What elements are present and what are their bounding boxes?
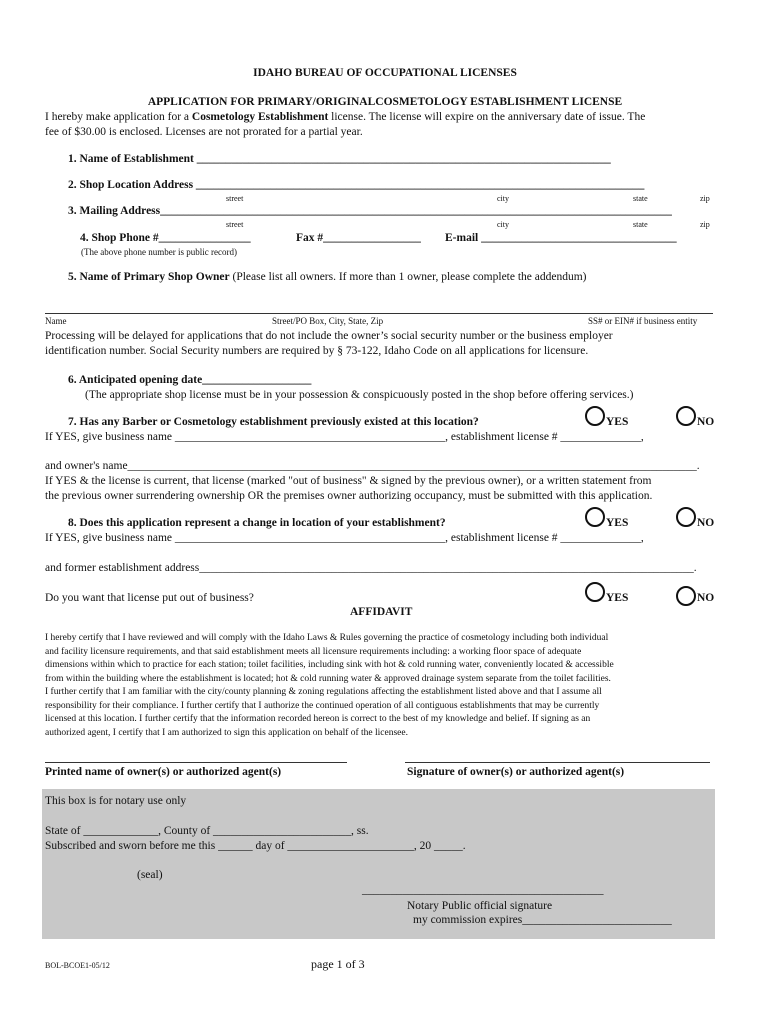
affidavit-line: authorized agent, I certify that I am authorized to sign this application on behalf of the licensee. (45, 727, 408, 738)
notary-seal: (seal) (137, 869, 163, 881)
owner-ssn-caption: SS# or EIN# if business entity (588, 316, 698, 326)
q8-yes-radio[interactable] (585, 507, 605, 527)
street-caption-2: street (226, 220, 244, 229)
notary-heading: This box is for notary use only (45, 795, 187, 807)
q8-former-address-field[interactable]: and former establishment address______________________________________________________________________________________. (45, 562, 697, 574)
shop-location-field[interactable]: 2. Shop Location Address ______________________________________________________________________________ (68, 179, 645, 191)
notary-commission-field[interactable]: my commission expires__________________________ (413, 914, 672, 926)
affidavit-line: dimensions within which to practice for each station; toilet facilities, including sink with hot & cold running water, conveniently located & accessible (45, 660, 614, 670)
q7-owner-name-field[interactable]: and owner's name___________________________________________________________________________________________________. (45, 460, 700, 472)
form-title: APPLICATION FOR PRIMARY/ORIGINALCOSMETOLOGY ESTABLISHMENT LICENSE (147, 96, 623, 108)
q7-note-1: If YES & the license is current, that license (marked "out of business" & signed by the previous owner), or a written statement from (45, 475, 652, 487)
mailing-address-field[interactable]: 3. Mailing Address_________________________________________________________________________________________ (68, 205, 672, 217)
notary-sworn-date[interactable]: Subscribed and sworn before me this ______ day of ______________________, 20 _____. (45, 840, 466, 852)
notary-signature-line[interactable]: __________________________________________ (362, 884, 604, 896)
oob-no-radio[interactable] (676, 586, 696, 606)
city-caption: city (497, 194, 509, 203)
phone-public-note: (The above phone number is public record) (81, 247, 237, 257)
affidavit-line: from within the building where the establishment is located; hot & cold running water & approved drainage system separate from the toilet facilities. (45, 673, 611, 684)
affidavit-line: licensed at this location. I further certify that the information recorded hereon is correct to the best of my knowledge and belief. If signing as an (45, 714, 591, 724)
q7-question: 7. Has any Barber or Cosmetology establishment previously existed at this location? (68, 416, 479, 428)
signature-label: Signature of owner(s) or authorized agent(s) (407, 766, 625, 778)
printed-name-line[interactable] (45, 762, 347, 763)
notary-state-county[interactable]: State of _____________, County of ________________________, ss. (45, 825, 369, 837)
printed-name-label: Printed name of owner(s) or authorized agent(s) (45, 766, 282, 778)
shop-phone-field[interactable]: 4. Shop Phone #________________ (80, 232, 251, 244)
intro-line-1: I hereby make application for a Cosmetology Establishment license. The license will expire on the anniversary date of issue. The (45, 111, 646, 123)
q8-yes-label: YES (606, 517, 629, 529)
q7-no-radio[interactable] (676, 406, 696, 426)
state-caption: state (633, 194, 648, 203)
zip-caption: zip (700, 194, 710, 203)
agency-title: IDAHO BUREAU OF OCCUPATIONAL LICENSES (253, 67, 517, 79)
license-display-note: (The appropriate shop license must be in your possession & conspicuously posted in the shop before offering services.) (85, 389, 634, 401)
email-field[interactable]: E-mail __________________________________ (445, 232, 677, 244)
oob-yes-radio[interactable] (585, 582, 605, 602)
state-caption-2: state (633, 220, 648, 229)
owner-address-caption: Street/PO Box, City, State, Zip (272, 316, 384, 326)
establishment-name-field[interactable]: 1. Name of Establishment ________________________________________________________________________ (68, 153, 611, 165)
ssn-notice-2: identification number. Social Security numbers are required by § 73-122, Idaho Code on all applications for licensure. (45, 345, 589, 357)
owner-entry-line[interactable] (45, 313, 713, 314)
affidavit-line: I further certify that I am familiar with the city/county planning & zoning regulations affecting the establishment listed above and that I assume all (45, 687, 602, 697)
affidavit-line: and facility licensure requirements, and that said establishment meets all licensure requirements including: a working floor space of adequate (45, 646, 582, 657)
q7-yes-radio[interactable] (585, 406, 605, 426)
street-caption: street (226, 194, 244, 203)
form-id: BOL-BCOE1-05/12 (45, 961, 110, 970)
city-caption-2: city (497, 220, 509, 229)
notary-signature-label: Notary Public official signature (407, 900, 553, 912)
q7-yes-label: YES (606, 416, 629, 428)
q8-no-label: NO (697, 517, 715, 529)
oob-yes-label: YES (606, 592, 629, 604)
q8-business-name-field[interactable]: If YES, give business name _______________________________________________, establishment license # ______________, (45, 532, 644, 544)
page-number: page 1 of 3 (311, 957, 365, 971)
oob-no-label: NO (697, 592, 715, 604)
primary-owner-heading: 5. Name of Primary Shop Owner (Please list all owners. If more than 1 owner, please complete the addendum) (68, 271, 587, 283)
affidavit-text (45, 632, 725, 740)
intro-line-2: fee of $30.00 is enclosed. Licenses are not prorated for a partial year. (45, 126, 363, 138)
out-of-business-question: Do you want that license put out of business? (45, 592, 254, 604)
opening-date-field[interactable]: 6. Anticipated opening date___________________ (68, 374, 312, 386)
fax-field[interactable]: Fax #_________________ (296, 232, 421, 244)
q8-question: 8. Does this application represent a change in location of your establishment? (68, 517, 446, 529)
q7-note-2: the previous owner surrendering ownership OR the premises owner authorizing occupancy, must be submitted with this application. (45, 490, 653, 502)
q8-no-radio[interactable] (676, 507, 696, 527)
affidavit-title: AFFIDAVIT (350, 606, 413, 618)
affidavit-line: responsibility for their compliance. I further certify that I authorize the continued operation of all contiguous establishments that may be currently (45, 700, 600, 711)
owner-name-caption: Name (45, 316, 67, 326)
q7-no-label: NO (697, 416, 715, 428)
q7-business-name-field[interactable]: If YES, give business name _______________________________________________, establishment license # ______________, (45, 431, 644, 443)
signature-line[interactable] (405, 762, 710, 763)
ssn-notice-1: Processing will be delayed for applications that do not include the owner’s social security number or the business employer (45, 330, 613, 342)
zip-caption-2: zip (700, 220, 710, 229)
affidavit-line: I hereby certify that I have reviewed and will comply with the Idaho Laws & Rules governing the practice of cosmetology including both individual (45, 633, 609, 643)
